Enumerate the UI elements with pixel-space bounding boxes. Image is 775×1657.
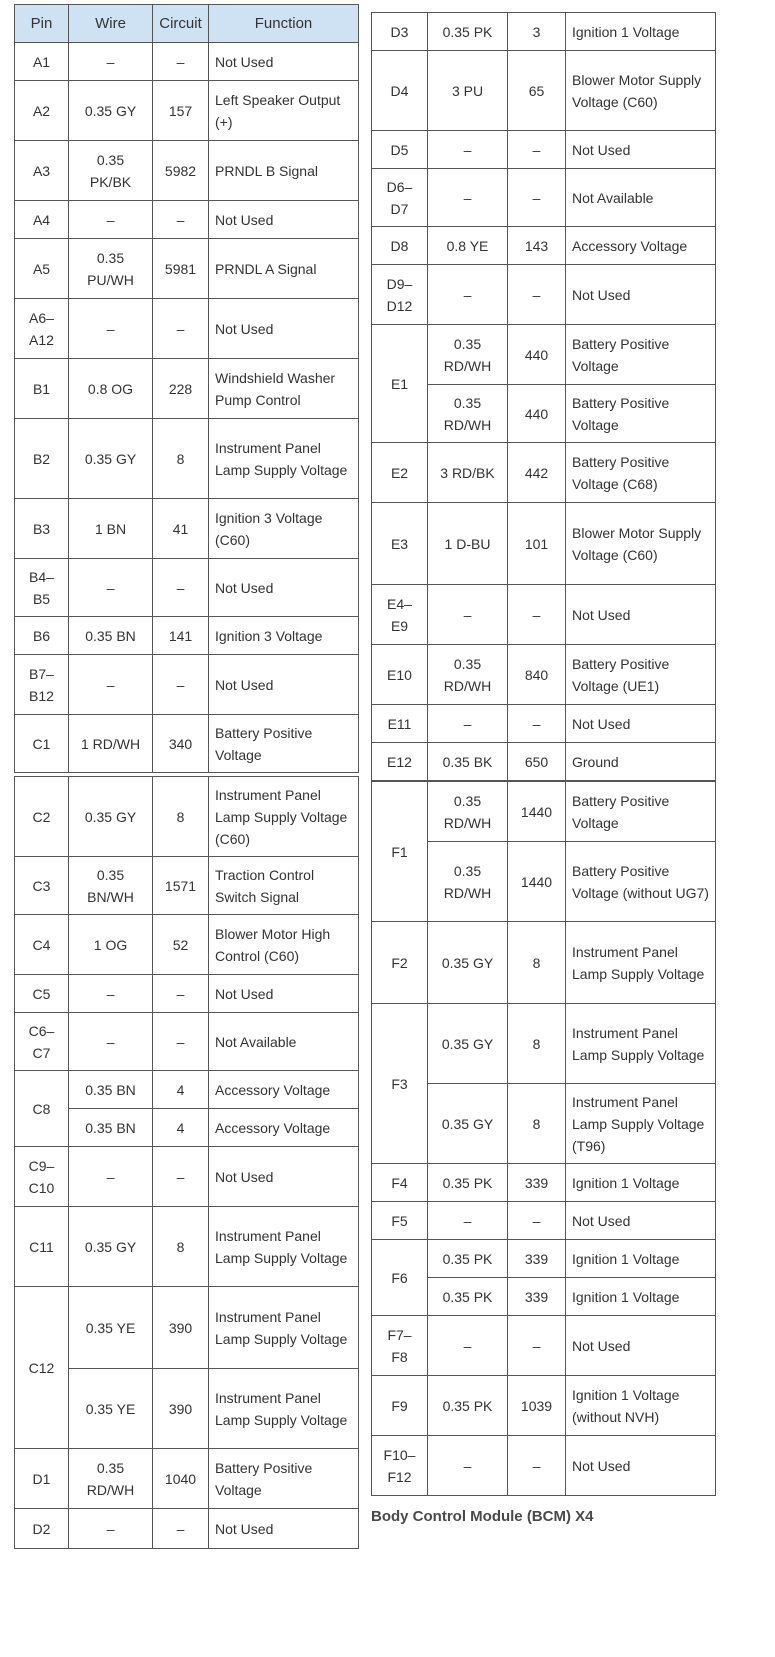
table-row	[372, 443, 716, 503]
function-cell: Instrument Panel Lamp Supply Voltage (T96)	[566, 1084, 716, 1164]
wire-cell: 0.35 BN/WH	[69, 857, 153, 915]
wire-cell: 0.35 RD/WH	[69, 1449, 153, 1509]
circuit-cell: 8	[153, 419, 209, 499]
circuit-cell: 4	[153, 1109, 209, 1147]
circuit-cell: 1440	[508, 842, 566, 922]
circuit-cell: 650	[508, 743, 566, 781]
pin-cell: E1	[372, 325, 428, 443]
circuit-cell: 340	[153, 715, 209, 773]
wire-cell: 0.35 PK	[428, 1240, 508, 1278]
wire-cell: 0.35 GY	[69, 777, 153, 857]
circuit-cell: 65	[508, 51, 566, 131]
pin-cell: C6– C7	[15, 1013, 69, 1071]
function-cell: Ground	[566, 743, 716, 781]
wire-cell: 0.35 GY	[428, 1084, 508, 1164]
pin-cell: B3	[15, 499, 69, 559]
function-cell: Accessory Voltage	[209, 1071, 359, 1109]
function-cell: Ignition 3 Voltage (C60)	[209, 499, 359, 559]
pin-cell: D9– D12	[372, 265, 428, 325]
pin-cell: C11	[15, 1207, 69, 1287]
circuit-cell: 3	[508, 13, 566, 51]
pin-cell: B6	[15, 617, 69, 655]
function-cell: Instrument Panel Lamp Supply Voltage	[209, 1207, 359, 1287]
circuit-cell: 157	[153, 81, 209, 141]
circuit-cell: 1039	[508, 1376, 566, 1436]
circuit-cell: 52	[153, 915, 209, 975]
pin-cell: B7– B12	[15, 655, 69, 715]
pin-cell: F10– F12	[372, 1436, 428, 1496]
function-cell: Battery Positive Voltage (C68)	[566, 443, 716, 503]
table-row	[15, 141, 359, 201]
wire-cell: –	[69, 201, 153, 239]
wire-cell: –	[428, 585, 508, 645]
circuit-cell: 8	[153, 1207, 209, 1287]
table-row	[15, 975, 359, 1013]
circuit-cell: 390	[153, 1369, 209, 1449]
pin-cell: B2	[15, 419, 69, 499]
wire-cell: –	[69, 559, 153, 617]
table-row	[372, 1376, 716, 1436]
pin-cell: F2	[372, 922, 428, 1004]
circuit-cell: 228	[153, 359, 209, 419]
wire-cell: –	[69, 975, 153, 1013]
table-row	[372, 265, 716, 325]
circuit-cell: 339	[508, 1164, 566, 1202]
circuit-cell: 442	[508, 443, 566, 503]
wire-cell: 1 BN	[69, 499, 153, 559]
function-cell: Not Used	[566, 1202, 716, 1240]
circuit-cell: 5981	[153, 239, 209, 299]
pin-cell: A2	[15, 81, 69, 141]
circuit-cell: 141	[153, 617, 209, 655]
function-cell: Blower Motor Supply Voltage (C60)	[566, 503, 716, 585]
circuit-cell: 440	[508, 385, 566, 443]
pinout-table-4	[371, 781, 716, 1496]
table-row	[372, 922, 716, 1004]
circuit-cell: 840	[508, 645, 566, 705]
wire-cell: 3 RD/BK	[428, 443, 508, 503]
wire-cell: 0.35 GY	[428, 1004, 508, 1084]
circuit-cell: –	[153, 655, 209, 715]
wire-cell: 0.35 RD/WH	[428, 385, 508, 443]
function-cell: Ignition 1 Voltage	[566, 1164, 716, 1202]
wire-cell: –	[428, 265, 508, 325]
table-row	[372, 169, 716, 227]
pin-cell: C8	[15, 1071, 69, 1147]
pin-cell: C2	[15, 777, 69, 857]
wire-cell: 0.35 RD/WH	[428, 782, 508, 842]
function-cell: Not Available	[566, 169, 716, 227]
circuit-cell: –	[508, 169, 566, 227]
function-cell: Not Used	[209, 1509, 359, 1549]
function-cell: Ignition 1 Voltage	[566, 1240, 716, 1278]
pin-cell: A3	[15, 141, 69, 201]
function-cell: Instrument Panel Lamp Supply Voltage	[209, 1369, 359, 1449]
function-cell: Battery Positive Voltage (without UG7)	[566, 842, 716, 922]
circuit-cell: –	[508, 1316, 566, 1376]
wire-cell: 0.35 PK	[428, 1164, 508, 1202]
pin-cell: C1	[15, 715, 69, 773]
pin-cell: F9	[372, 1376, 428, 1436]
pin-cell: A4	[15, 201, 69, 239]
table-row	[15, 81, 359, 141]
function-cell: Blower Motor Supply Voltage (C60)	[566, 51, 716, 131]
pin-cell: C12	[15, 1287, 69, 1449]
function-cell: Not Used	[209, 975, 359, 1013]
function-cell: Not Used	[209, 43, 359, 81]
function-cell: Accessory Voltage	[566, 227, 716, 265]
wire-cell: –	[428, 131, 508, 169]
function-cell: PRNDL A Signal	[209, 239, 359, 299]
table-row	[15, 715, 359, 773]
table-row	[372, 227, 716, 265]
wire-cell: 0.35 BK	[428, 743, 508, 781]
header-pin: Pin	[15, 5, 69, 43]
function-cell: Not Available	[209, 1013, 359, 1071]
wire-cell: 0.35 BN	[69, 617, 153, 655]
wire-cell: –	[428, 1436, 508, 1496]
table-row	[372, 585, 716, 645]
wire-cell: 0.35 GY	[428, 922, 508, 1004]
pin-cell: D8	[372, 227, 428, 265]
table-row	[15, 299, 359, 359]
table-row	[372, 705, 716, 743]
wire-cell: 0.35 YE	[69, 1287, 153, 1369]
table-row	[372, 51, 716, 131]
circuit-cell: –	[153, 975, 209, 1013]
function-cell: Windshield Washer Pump Control	[209, 359, 359, 419]
circuit-cell: 8	[508, 922, 566, 1004]
header-wire: Wire	[69, 5, 153, 43]
pin-cell: A6– A12	[15, 299, 69, 359]
wire-cell: 1 OG	[69, 915, 153, 975]
circuit-cell: –	[508, 265, 566, 325]
pinout-table-panel-4	[371, 781, 716, 1496]
circuit-cell: –	[508, 1436, 566, 1496]
wire-cell: 0.35 PU/WH	[69, 239, 153, 299]
pinout-table-3	[14, 776, 359, 1549]
pin-cell: F4	[372, 1164, 428, 1202]
circuit-cell: 4	[153, 1071, 209, 1109]
wire-cell: –	[428, 1202, 508, 1240]
pinout-table-1	[14, 4, 359, 773]
wire-cell: –	[428, 169, 508, 227]
table-row	[372, 13, 716, 51]
wire-cell: 1 D-BU	[428, 503, 508, 585]
pinout-table-2	[371, 12, 716, 781]
table-row	[15, 1207, 359, 1287]
table-row	[15, 43, 359, 81]
pin-cell: E3	[372, 503, 428, 585]
table-row	[15, 559, 359, 617]
function-cell: PRNDL B Signal	[209, 141, 359, 201]
circuit-cell: –	[508, 1202, 566, 1240]
circuit-cell: 339	[508, 1278, 566, 1316]
wire-cell: 0.35 BN	[69, 1109, 153, 1147]
function-cell: Ignition 1 Voltage	[566, 13, 716, 51]
pin-cell: D5	[372, 131, 428, 169]
wire-cell: –	[69, 1013, 153, 1071]
table-row	[372, 1240, 716, 1278]
circuit-cell: 41	[153, 499, 209, 559]
wire-cell: 0.35 PK	[428, 13, 508, 51]
table-header-row	[15, 5, 359, 43]
pin-cell: B1	[15, 359, 69, 419]
function-cell: Not Used	[566, 1316, 716, 1376]
pinout-table-panel-2	[371, 12, 716, 781]
function-cell: Not Used	[209, 201, 359, 239]
circuit-cell: –	[508, 705, 566, 743]
table-row	[15, 915, 359, 975]
function-cell: Accessory Voltage	[209, 1109, 359, 1147]
wire-cell: 0.35 GY	[69, 1207, 153, 1287]
function-cell: Not Used	[209, 299, 359, 359]
function-cell: Not Used	[209, 1147, 359, 1207]
pin-cell: E11	[372, 705, 428, 743]
pin-cell: B4– B5	[15, 559, 69, 617]
circuit-cell: 101	[508, 503, 566, 585]
wire-cell: 0.35 GY	[69, 81, 153, 141]
circuit-cell: 440	[508, 325, 566, 385]
pin-cell: F6	[372, 1240, 428, 1316]
wire-cell: –	[69, 299, 153, 359]
wire-cell: –	[69, 1509, 153, 1549]
circuit-cell: –	[508, 585, 566, 645]
circuit-cell: –	[153, 299, 209, 359]
function-cell: Left Speaker Output (+)	[209, 81, 359, 141]
wire-cell: 0.35 PK/BK	[69, 141, 153, 201]
wire-cell: 0.35 PK	[428, 1278, 508, 1316]
circuit-cell: 8	[508, 1084, 566, 1164]
function-cell: Not Used	[566, 131, 716, 169]
function-cell: Battery Positive Voltage (UE1)	[566, 645, 716, 705]
pin-cell: F1	[372, 782, 428, 922]
table-row	[15, 617, 359, 655]
table-row	[372, 503, 716, 585]
function-cell: Ignition 1 Voltage (without NVH)	[566, 1376, 716, 1436]
wire-cell: 0.35 GY	[69, 419, 153, 499]
function-cell: Instrument Panel Lamp Supply Voltage	[209, 419, 359, 499]
function-cell: Not Used	[566, 705, 716, 743]
wire-cell: 0.8 OG	[69, 359, 153, 419]
circuit-cell: 8	[153, 777, 209, 857]
table-row	[15, 499, 359, 559]
function-cell: Battery Positive Voltage	[209, 1449, 359, 1509]
pinout-table-panel-1	[14, 4, 359, 773]
table-row	[15, 1509, 359, 1549]
pin-cell: D1	[15, 1449, 69, 1509]
pin-cell: F3	[372, 1004, 428, 1164]
circuit-cell: –	[153, 43, 209, 81]
wire-cell: –	[69, 1147, 153, 1207]
function-cell: Battery Positive Voltage	[566, 385, 716, 443]
circuit-cell: 339	[508, 1240, 566, 1278]
function-cell: Traction Control Switch Signal	[209, 857, 359, 915]
circuit-cell: –	[153, 1013, 209, 1071]
table-row	[372, 1004, 716, 1084]
wire-cell: 0.35 PK	[428, 1376, 508, 1436]
wire-cell: –	[69, 43, 153, 81]
wire-cell: 0.35 RD/WH	[428, 842, 508, 922]
circuit-cell: –	[153, 201, 209, 239]
header-circuit: Circuit	[153, 5, 209, 43]
pin-cell: D6– D7	[372, 169, 428, 227]
circuit-cell: 1440	[508, 782, 566, 842]
pin-cell: C3	[15, 857, 69, 915]
function-cell: Battery Positive Voltage	[209, 715, 359, 773]
pin-cell: F7– F8	[372, 1316, 428, 1376]
table-row	[372, 645, 716, 705]
table-row	[15, 359, 359, 419]
function-cell: Blower Motor High Control (C60)	[209, 915, 359, 975]
wire-cell: 0.35 RD/WH	[428, 325, 508, 385]
table-row	[372, 1316, 716, 1376]
circuit-cell: 1040	[153, 1449, 209, 1509]
table-row	[15, 857, 359, 915]
table-row	[372, 1164, 716, 1202]
wire-cell: 3 PU	[428, 51, 508, 131]
circuit-cell: 8	[508, 1004, 566, 1084]
circuit-cell: –	[153, 559, 209, 617]
pin-cell: D3	[372, 13, 428, 51]
table-row	[372, 325, 716, 385]
table-row	[372, 1436, 716, 1496]
wire-cell: 0.35 RD/WH	[428, 645, 508, 705]
table-row	[15, 1449, 359, 1509]
table-row	[15, 1071, 359, 1109]
circuit-cell: 1571	[153, 857, 209, 915]
function-cell: Not Used	[566, 1436, 716, 1496]
table-row	[15, 777, 359, 857]
pinout-table-panel-3	[14, 776, 359, 1549]
table-row	[372, 782, 716, 842]
circuit-cell: –	[508, 131, 566, 169]
table-row	[372, 743, 716, 781]
table-row	[15, 1287, 359, 1369]
function-cell: Ignition 3 Voltage	[209, 617, 359, 655]
function-cell: Battery Positive Voltage	[566, 782, 716, 842]
function-cell: Not Used	[566, 585, 716, 645]
wire-cell: 0.35 BN	[69, 1071, 153, 1109]
header-function: Function	[209, 5, 359, 43]
pin-cell: F5	[372, 1202, 428, 1240]
function-cell: Not Used	[209, 655, 359, 715]
table-row	[15, 1013, 359, 1071]
wire-cell: –	[428, 1316, 508, 1376]
table-row	[15, 419, 359, 499]
pin-cell: D2	[15, 1509, 69, 1549]
table-row	[15, 239, 359, 299]
function-cell: Ignition 1 Voltage	[566, 1278, 716, 1316]
pin-cell: A5	[15, 239, 69, 299]
pin-cell: C5	[15, 975, 69, 1013]
wire-cell: 0.8 YE	[428, 227, 508, 265]
pin-cell: A1	[15, 43, 69, 81]
table-row	[15, 655, 359, 715]
function-cell: Instrument Panel Lamp Supply Voltage (C60)	[209, 777, 359, 857]
wire-cell: 1 RD/WH	[69, 715, 153, 773]
function-cell: Battery Positive Voltage	[566, 325, 716, 385]
function-cell: Not Used	[209, 559, 359, 617]
pin-cell: E10	[372, 645, 428, 705]
table-row	[372, 1202, 716, 1240]
function-cell: Instrument Panel Lamp Supply Voltage	[209, 1287, 359, 1369]
pin-cell: C9– C10	[15, 1147, 69, 1207]
circuit-cell: –	[153, 1509, 209, 1549]
circuit-cell: 390	[153, 1287, 209, 1369]
function-cell: Instrument Panel Lamp Supply Voltage	[566, 1004, 716, 1084]
pin-cell: D4	[372, 51, 428, 131]
pin-cell: E12	[372, 743, 428, 781]
wire-cell: 0.35 YE	[69, 1369, 153, 1449]
circuit-cell: –	[153, 1147, 209, 1207]
table-row	[372, 131, 716, 169]
table-row	[15, 1147, 359, 1207]
circuit-cell: 5982	[153, 141, 209, 201]
wire-cell: –	[428, 705, 508, 743]
wire-cell: –	[69, 655, 153, 715]
circuit-cell: 143	[508, 227, 566, 265]
table-row	[15, 201, 359, 239]
function-cell: Instrument Panel Lamp Supply Voltage	[566, 922, 716, 1004]
pin-cell: E4– E9	[372, 585, 428, 645]
table-caption: Body Control Module (BCM) X4	[371, 1508, 594, 1525]
function-cell: Not Used	[566, 265, 716, 325]
pin-cell: E2	[372, 443, 428, 503]
pin-cell: C4	[15, 915, 69, 975]
